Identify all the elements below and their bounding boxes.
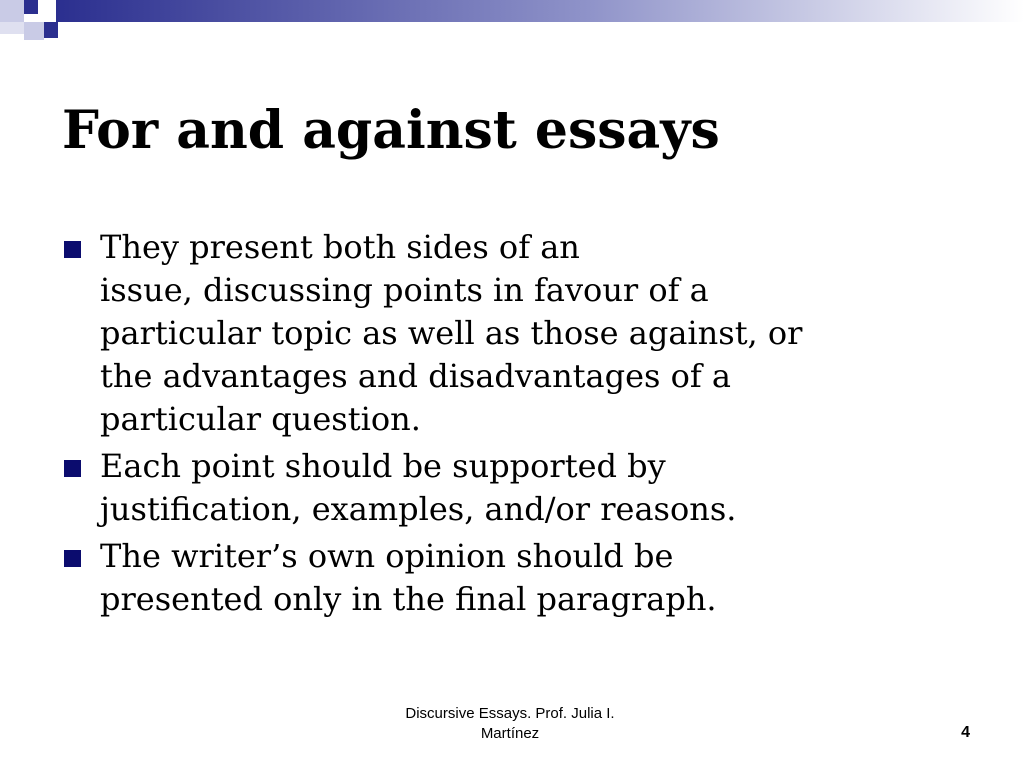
bullet-item bbox=[62, 445, 962, 531]
header-square-4 bbox=[24, 22, 44, 40]
footer-line: Martínez bbox=[480, 725, 540, 742]
header-square-1 bbox=[0, 0, 24, 22]
header-gradient-bar bbox=[56, 0, 1024, 22]
header-decoration bbox=[0, 0, 1024, 52]
slide-title: For and against essays bbox=[62, 100, 720, 161]
bullet-line: presented only in the final paragraph. bbox=[100, 580, 717, 618]
bullet-item bbox=[62, 226, 962, 441]
footer-line: Discursive Essays. Prof. Julia I. bbox=[405, 705, 615, 722]
bullet-line: justification, examples, and/or reasons. bbox=[100, 490, 737, 528]
bullet-line: particular question. bbox=[100, 400, 421, 438]
bullet-line: The writer’s own opinion should be bbox=[100, 537, 674, 575]
square-bullet-icon bbox=[64, 550, 81, 567]
bullet-line: particular topic as well as those against, or bbox=[100, 314, 803, 352]
bullet-line: Each point should be supported by bbox=[100, 447, 666, 485]
header-square-2 bbox=[24, 0, 38, 14]
header-square-5 bbox=[44, 22, 58, 38]
bullet-line: the advantages and disadvantages of a bbox=[100, 357, 731, 395]
bullet-item bbox=[62, 535, 962, 621]
bullet-list bbox=[62, 226, 962, 625]
square-bullet-icon bbox=[64, 460, 81, 477]
page-number: 4 bbox=[961, 724, 970, 741]
header-square-6 bbox=[0, 22, 24, 34]
bullet-line: They present both sides of an bbox=[100, 228, 580, 266]
bullet-line: issue, discussing points in favour of a bbox=[100, 271, 709, 309]
square-bullet-icon bbox=[64, 241, 81, 258]
header-square-3 bbox=[38, 0, 56, 22]
slide-footer bbox=[360, 704, 660, 744]
